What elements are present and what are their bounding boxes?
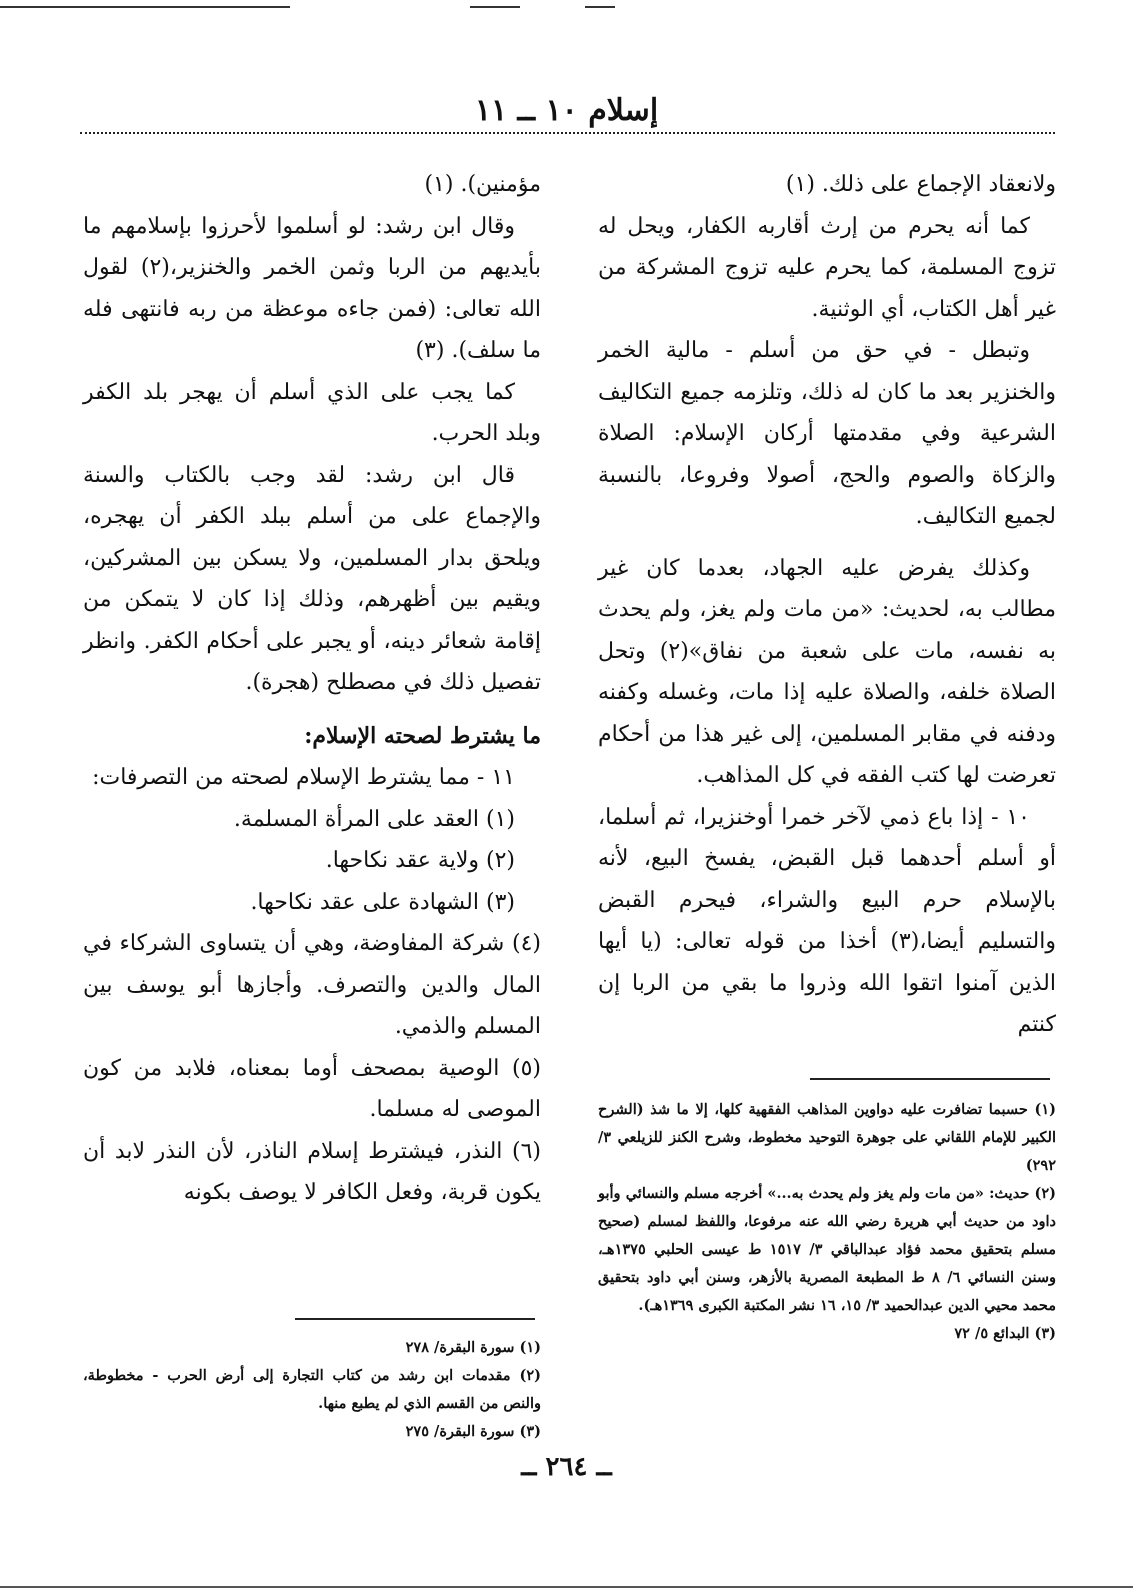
paragraph: وقال ابن رشد: لو أسلموا لأحرزوا بإسلامهم ما بأيديهم من الربا وثمن الخمر والخنزير،(٢) لقول الله تعالى: (فمن جاءه موعظة من ربه فانتهى فله ما سلف). (٣): [83, 213, 541, 363]
paragraph: ولانعقاد الإجماع على ذلك. (١): [785, 172, 1056, 197]
list-item: (٦) النذر، فيشترط إسلام الناذر، لأن النذر لابد أن يكون قربة، وفعل الكافر لا يوصف بكونه: [83, 1138, 541, 1205]
footnote-label: (٣): [519, 1423, 541, 1440]
footnote: [598, 1180, 1056, 1320]
right-column: [598, 164, 1056, 1046]
footnote-text: حديث: «من مات ولم يغز ولم يحدث به...» أخرجه مسلم والنسائي وأبو داود من حديث أبي هريرة رضي الله عنه مرفوعا، واللفظ لمسلم (صحيح مسلم بتحقيق محمد فؤاد عبدالباقي ٣/ ١٥١٧ ط عيسى الحلبي ١٣٧٥هـ، وسنن النسائي ٦/ ٨ ط المطبعة المصرية بالأزهر، وسنن أبي داود بتحقيق محمد محيي الدين عبدالحميد ٣/ ١٥، ١٦ نشر المكتبة الكبرى ١٣٦٩هـ).: [598, 1185, 1056, 1314]
header-dotted-rule: [80, 132, 1055, 134]
list-item: (٥) الوصية بمصحف أوما بمعناه، فلابد من كون الموصى له مسلما.: [83, 1055, 541, 1122]
paragraph: كما أنه يحرم من إرث أقاربه الكفار، ويحل له تزوج المسلمة، كما يحرم عليه تزوج المشركة من غير أهل الكتاب، أي الوثنية.: [598, 213, 1056, 322]
footnote-label: (٣): [1034, 1325, 1056, 1342]
footnotes-right: [598, 1096, 1056, 1348]
paragraph: ١٠ - إذا باع ذمي لآخر خمرا أوخنزيرا، ثم أسلما، أو أسلم أحدهما قبل القبض، يفسخ البيع، لأنه بالإسلام حرم البيع والشراء، فيحرم القبض والتسليم أيضا،(٣) أخذا من قوله تعالى: (يا أيها الذين آمنوا اتقوا الله وذروا ما بقي من الربا إن كنتم: [598, 804, 1056, 1037]
footnotes-left: [83, 1334, 541, 1446]
footnote-label: (٢): [1034, 1185, 1056, 1202]
list-item: (٤) شركة المفاوضة، وهي أن يتساوى الشركاء في المال والدين والتصرف. وأجازها أبو يوسف بين المسلم والذمي.: [83, 931, 541, 1039]
footnote-rule: [810, 1078, 1050, 1080]
footnote-text: سورة البقرة/ ٢٧٨: [405, 1339, 515, 1356]
scan-bottom-rule: [0, 1586, 1133, 1588]
paragraph: قال ابن رشد: لقد وجب بالكتاب والسنة والإجماع على من أسلم ببلد الكفر أن يهجره، ويلحق بدار المسلمين، ولا يسكن بين المشركين، ويقيم بين أظهرهم، وذلك إذا كان لا يتمكن من إقامة شعائر دينه، أو يجبر على أحكام الكفر. وانظر تفصيل ذلك في مصطلح (هجرة).: [83, 462, 541, 695]
paragraph: وكذلك يفرض عليه الجهاد، بعدما كان غير مطالب به، لحديث: «من مات ولم يغز، ولم يحدث به نفسه، مات على شعبة من نفاق»(٢) وتحل الصلاة خلفه، والصلاة عليه إذا مات، وغسله وكفنه ودفنه في مقابر المسلمين، إلى غير هذا من أحكام تعرضت لها كتب الفقه في كل المذاهب.: [598, 555, 1056, 788]
footnote-label: (١): [519, 1339, 541, 1356]
footnote-text: حسبما تضافرت عليه دواوين المذاهب الفقهية كلها، إلا ما شذ (الشرح الكبير للإمام اللقاني على جوهرة التوحيد مخطوط، وشرح الكنز للزيلعي ٣/ ٢٩٢): [598, 1101, 1056, 1174]
list-intro: ١١ - مما يشترط الإسلام لصحته من التصرفات:: [92, 765, 515, 790]
scan-top-rule: [470, 6, 520, 8]
footnote: [598, 1320, 1056, 1348]
paragraph: وتبطل - في حق من أسلم - مالية الخمر والخنزير بعد ما كان له ذلك، وتلزمه جميع التكاليف الشرعية وفي مقدمتها أركان الإسلام: الصلاة والزكاة والصوم والحج، أصولا وفروعا، بالنسبة لجميع التكاليف.: [598, 338, 1056, 529]
footnote-text: البدائع ٥/ ٧٢: [954, 1325, 1030, 1342]
page-header-title: إسلام ١٠ ــ ١١: [474, 93, 659, 128]
left-column: [83, 164, 541, 1214]
footnote-text: سورة البقرة/ ٢٧٥: [405, 1423, 515, 1440]
footnote-label: (١): [1034, 1101, 1056, 1118]
section-heading: ما يشترط لصحته الإسلام:: [304, 722, 541, 749]
list-item: (١) العقد على المرأة المسلمة.: [233, 806, 515, 832]
footnote: [83, 1334, 541, 1362]
scan-top-rule: [585, 6, 615, 8]
footnote: [83, 1362, 541, 1418]
paragraph: كما يجب على الذي أسلم أن يهجر بلد الكفر وبلد الحرب.: [83, 379, 541, 446]
footnote-rule: [295, 1318, 535, 1320]
scan-top-rule: [0, 6, 290, 8]
page-number: ــ ٢٦٤ ــ: [521, 1452, 612, 1482]
list-item: (٣) الشهادة على عقد نكاحها.: [250, 889, 515, 915]
list-item: (٢) ولاية عقد نكاحها.: [325, 848, 515, 873]
paragraph: مؤمنين). (١): [424, 172, 541, 197]
footnote: [83, 1418, 541, 1446]
footnote-text: مقدمات ابن رشد من كتاب التجارة إلى أرض الحرب - مخطوطة، والنص من القسم الذي لم يطبع منها.: [83, 1367, 541, 1412]
footnote: [598, 1096, 1056, 1180]
footnote-label: (٢): [519, 1367, 541, 1384]
